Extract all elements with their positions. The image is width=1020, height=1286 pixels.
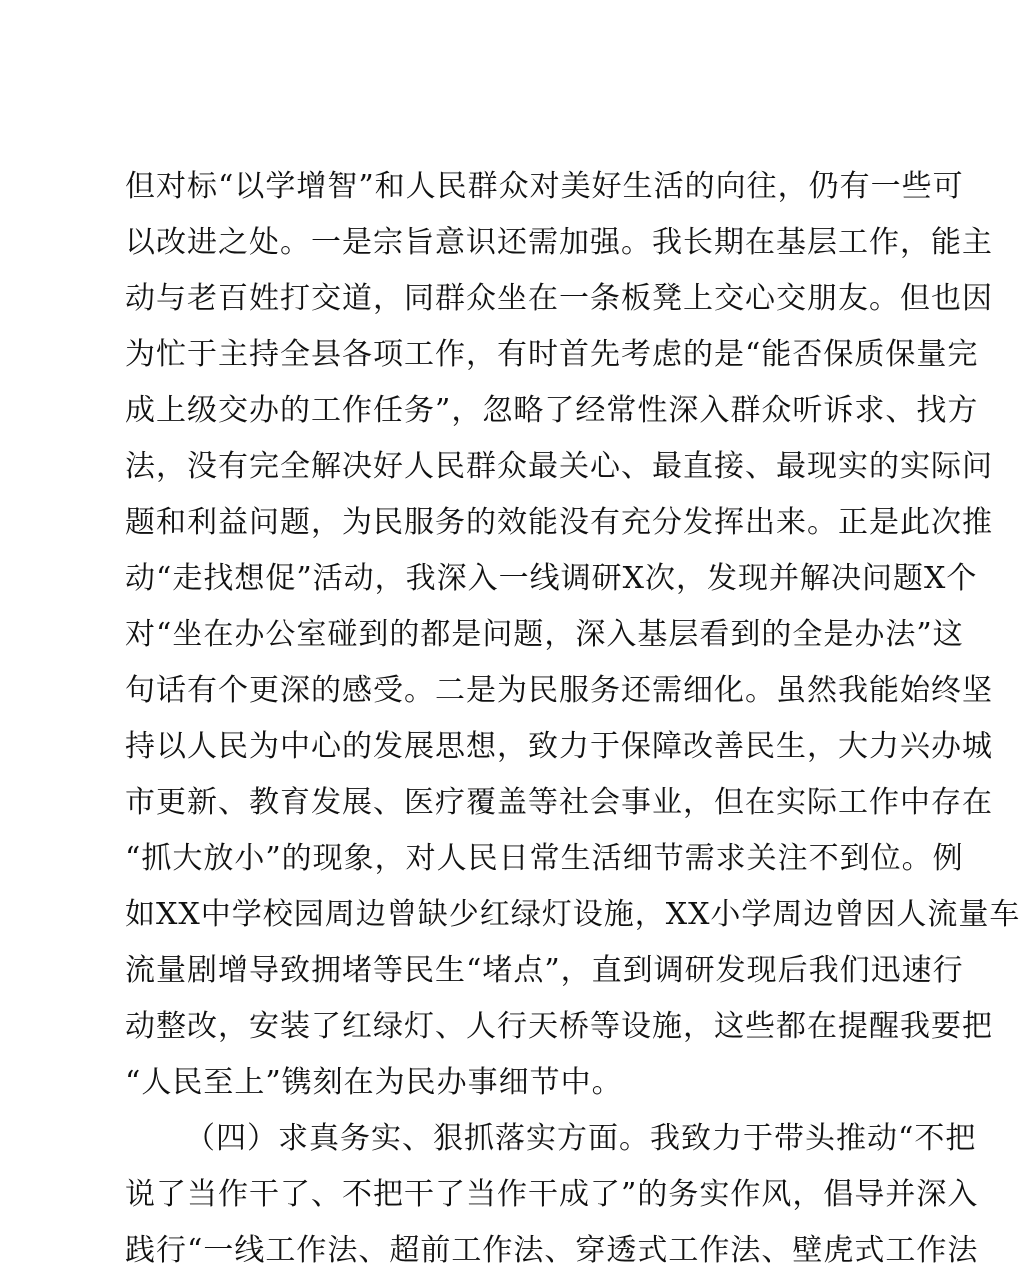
text-line: 动“走找想促”活动，我深入一线调研X次，发现并解决问题X个: [125, 561, 978, 596]
text-line: 如XX中学校园周边曾缺少红绿灯设施，XX小学周边曾因人流量车: [125, 897, 1020, 932]
text-line: 流量剧增导致拥堵等民生“堵点”，直到调研发现后我们迅速行: [125, 953, 964, 988]
text-line: 法，没有完全解决好人民群众最关心、最直接、最现实的实际问: [125, 449, 993, 484]
text-line: “人民至上”镌刻在为民办事细节中。: [125, 1065, 623, 1100]
text-line: 说了当作干了、不把干了当作干成了”的务实作风，倡导并深入: [125, 1177, 979, 1212]
text-line: “抓大放小”的现象，对人民日常生活细节需求关注不到位。例: [125, 841, 964, 876]
text-line: 市更新、教育发展、医疗覆盖等社会事业，但在实际工作中存在: [125, 785, 993, 820]
text-line: 成上级交办的工作任务”，忽略了经常性深入群众听诉求、找方: [125, 393, 979, 428]
text-line: 以改进之处。一是宗旨意识还需加强。我长期在基层工作，能主: [125, 225, 993, 260]
text-line: 但对标“以学增智”和人民群众对美好生活的向往，仍有一些可: [125, 169, 964, 204]
text-line: 为忙于主持全县各项工作，有时首先考虑的是“能否保质保量完: [125, 337, 979, 372]
text-line: 践行“一线工作法、超前工作法、穿透式工作法、壁虎式工作法: [125, 1233, 979, 1268]
text-line: 动与老百姓打交道，同群众坐在一条板凳上交心交朋友。但也因: [125, 281, 993, 316]
text-line: 句话有个更深的感受。二是为民服务还需细化。虽然我能始终坚: [125, 673, 993, 708]
text-line: 对“坐在办公室碰到的都是问题，深入基层看到的全是办法”这: [125, 617, 964, 652]
text-line: 持以人民为中心的发展思想，致力于保障改善民生，大力兴办城: [125, 729, 993, 764]
text-line: 题和利益问题，为民服务的效能没有充分发挥出来。正是此次推: [125, 505, 993, 540]
section-heading-line: （四）求真务实、狠抓落实方面。我致力于带头推动“不把: [185, 1121, 977, 1156]
text-line: 动整改，安装了红绿灯、人行天桥等设施，这些都在提醒我要把: [125, 1009, 993, 1044]
